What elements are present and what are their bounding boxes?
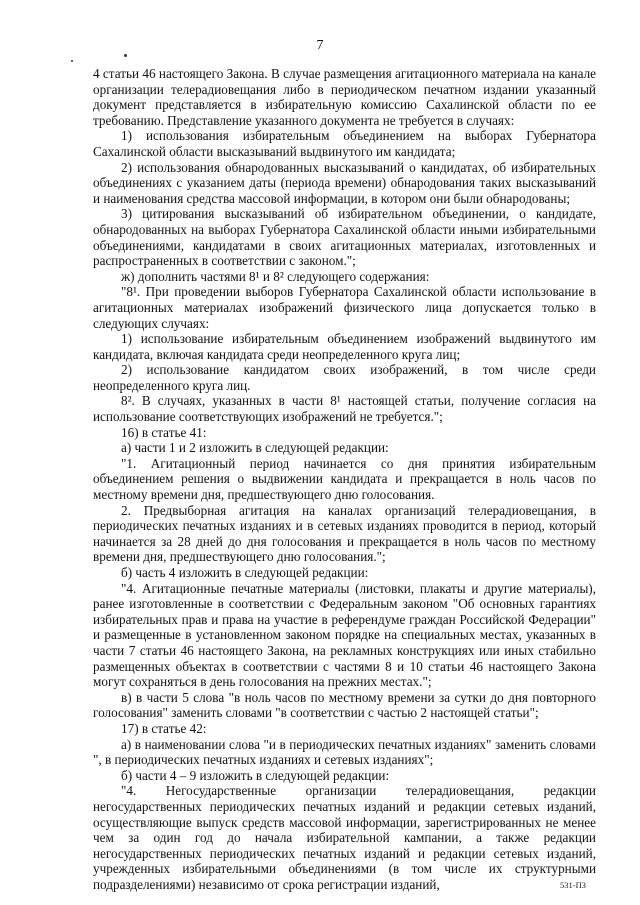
scan-speck	[124, 54, 127, 57]
paragraph: б) часть 4 изложить в следующей редакции:	[121, 565, 369, 580]
paragraph: 17) в статье 42:	[121, 720, 207, 736]
paragraph: а) части 1 и 2 изложить в следующей редакции:	[121, 440, 389, 456]
paragraph: ж) дополнить частями 8¹ и 8² следующего содержания:	[121, 268, 430, 284]
paragraph: а) в наименовании слова "и в периодических печатных изданиях" заменить словами ", в периодических печатных изданиях и сетевых изданиях";	[93, 736, 596, 768]
paragraph: 16) в статье 41:	[121, 424, 207, 440]
paragraph: 1) использования избирательным объединением на выборах Губернатора Сахалинской области высказываний выдвинутого им кандидата;	[93, 128, 596, 159]
paragraph: "8¹. При проведении выборов Губернатора Сахалинской области использование в агитационных материалах изображений физического лица допускается только в следующих случаях:	[93, 284, 596, 331]
paragraph: 4 статьи 46 настоящего Закона. В случае размещения агитационного материала на канале организации телерадиовещания либо в периодическом печатном издании указанный документ представляется в избирательную комиссию Сахалинской области по ее требованию. Представление указанного документа не требуется в случаях:	[93, 66, 596, 128]
document-body	[93, 66, 596, 892]
paragraph: "4. Агитационные печатные материалы (листовки, плакаты и другие материалы), ранее изготовленные в соответствии с Федеральным законом "Об основных гарантиях избирательных прав и права на участие в референдуме граждан Российской Федерации" и размещенные в установленном законом порядке на специальных местах, указанных в части 7 статьи 46 настоящего Закона, на рекламных конструкциях или иных стабильно размещенных объектах в соответствии с частями 8 и 10 статьи 46 настоящего Закона могут сохраняться в день голосования на прежних местах.";	[93, 580, 596, 690]
page-number: 7	[316, 38, 324, 53]
paragraph: "4. Негосударственные организации телерадиовещания, редакции негосударственных периодических печатных изданий и редакции сетевых изданий, осуществляющие выпуск средств массовой информации, зарегистрированных не менее чем за один год до начала избирательной кампании, а также редакции негосударственных периодических печатных изданий и редакции сетевых изданий, учрежденных избирательными объединениями (в том числе их структурными подразделениями) независимо от срока регистрации изданий,	[93, 783, 596, 892]
paragraph: б) части 4 – 9 изложить в следующей редакции:	[121, 767, 390, 783]
paragraph: 3) цитирования высказываний об избирательном объединении, о кандидате, обнародованных на выборах Губернатора Сахалинской области иными избирательными объединениями, кандидатами в своих агитационных материалах, изготовленных и распространенных в соответствии с законом.";	[93, 206, 596, 269]
paragraph: 2. Предвыборная агитация на каналах организаций телерадиовещания, в периодических печатных изданиях и в сетевых изданиях проводится в период, который начинается за 28 дней до дня голосования и прекращается в ноль часов по местному времени дня, предшествующего дню голосования.";	[93, 502, 596, 565]
paragraph: 8². В случаях, указанных в части 8¹ настоящей статьи, получение согласия на использование соответствующих изображений не требуется.";	[93, 393, 596, 425]
paragraph: в) в части 5 слова "в ноль часов по местному времени за сутки до дня повторного голосования" заменить словами "в соответствии с частью 2 настоящей статьи";	[93, 689, 596, 721]
paragraph: 1) использование избирательным объединением изображений выдвинутого им кандидата, включая кандидата среди неопределенного круга лиц;	[93, 331, 596, 362]
paragraph: 2) использования обнародованных высказываний о кандидатах, об избирательных объединениях с указанием даты (периода времени) обнародования таких высказываний и наименования средства массовой информации, в котором они были обнародованы;	[93, 159, 596, 206]
scan-speck	[71, 60, 73, 62]
paragraph: "1. Агитационный период начинается со дня принятия избирательным объединением решения о выдвижении кандидата и прекращается в ноль часов по местному времени дня, предшествующего дню голосования.	[93, 455, 596, 503]
document-code: 531-ПЗ	[560, 880, 586, 890]
paragraph: 2) использование кандидатом своих изображений, в том числе среди неопределенного круга лиц.	[93, 362, 596, 393]
